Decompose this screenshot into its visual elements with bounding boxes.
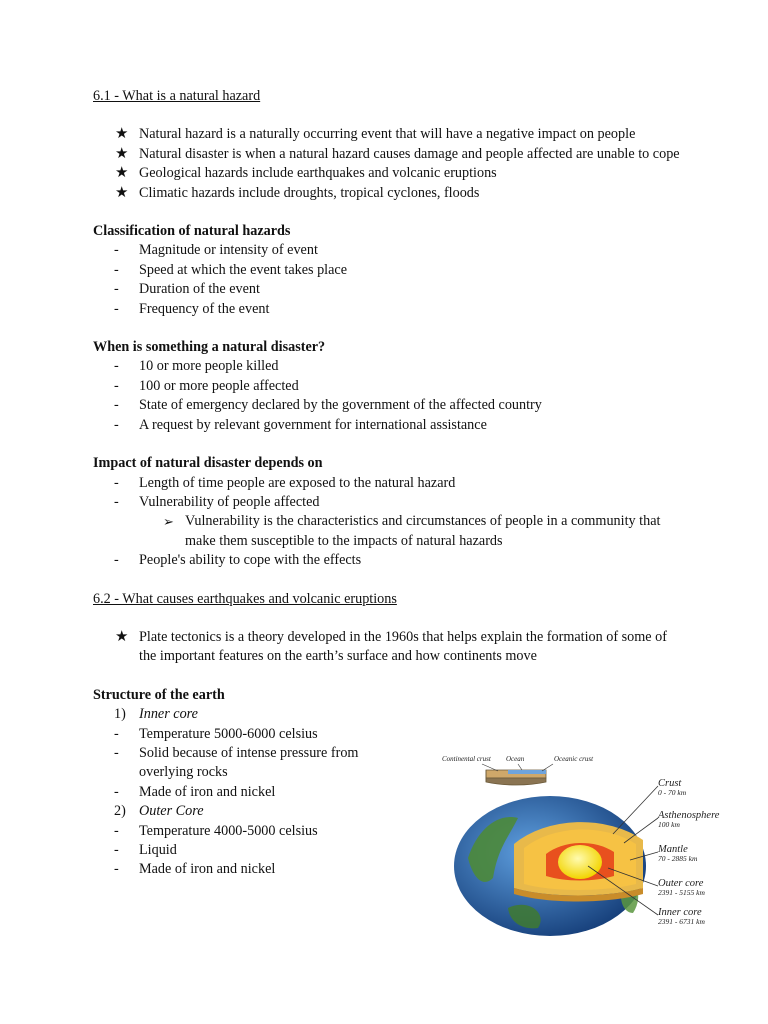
list-item: ★ Climatic hazards include droughts, tropical cyclones, floods xyxy=(93,184,683,203)
number-marker: 2) xyxy=(114,803,126,820)
list-item: - Made of iron and nickel xyxy=(93,783,393,802)
mantle-depth-label: 70 - 2885 km xyxy=(658,854,698,863)
list-item: ★ Plate tectonics is a theory developed in the 1960s that helps explain the formation of some of the important features on the earth’s surface and how continents move xyxy=(115,628,667,665)
list-item: - A request by relevant government for international assistance xyxy=(93,416,683,435)
list-item: - Temperature 4000-5000 celsius xyxy=(93,822,393,841)
star-icon: ★ xyxy=(115,126,129,143)
cutaway-inner-core xyxy=(558,845,602,879)
earth-structure-diagram xyxy=(438,748,768,938)
list-item: - People's ability to cope with the effects xyxy=(93,551,683,570)
list-item: - Speed at which the event takes place xyxy=(93,261,683,280)
crust-inset xyxy=(482,764,553,785)
ocean-label: Ocean xyxy=(506,755,525,763)
list-item: - 10 or more people killed xyxy=(93,357,683,376)
list-item: - Solid because of intense pressure from overlying rocks xyxy=(114,744,359,781)
disaster-heading: When is something a natural disaster? xyxy=(93,339,326,356)
hazard-definitions-list xyxy=(93,125,683,203)
list-item: - Magnitude or intensity of event xyxy=(93,241,683,260)
outer-core-label: Outer core xyxy=(658,878,704,889)
classification-list xyxy=(93,241,683,319)
section-title-6-1: 6.1 - What is a natural hazard xyxy=(93,88,261,104)
structure-heading: Structure of the earth xyxy=(93,686,225,703)
dash-marker: - xyxy=(114,358,119,375)
list-item: ➢ Vulnerability is the characteristics and circumstances of people in a community that make them susceptible to the impacts of natural hazards xyxy=(163,513,661,549)
asthenosphere-label: Asthenosphere xyxy=(658,810,720,821)
outer-core-title: Outer Core xyxy=(139,803,204,820)
inner-core-depth-label: 2391 - 6731 km xyxy=(658,917,705,926)
dash-marker: - xyxy=(114,552,119,569)
globe xyxy=(454,796,646,936)
dash-marker: - xyxy=(114,416,119,433)
list-item: - Liquid xyxy=(93,841,393,860)
dash-marker: - xyxy=(114,377,119,394)
dash-marker: - xyxy=(114,744,119,761)
dash-marker: - xyxy=(114,281,119,298)
list-item: - Frequency of the event xyxy=(93,300,683,319)
list-item: ★ Natural disaster is when a natural hazard causes damage and people affected are unable to cope xyxy=(93,145,683,164)
list-item: - Made of iron and nickel xyxy=(93,860,393,879)
continental-crust-label: Continental crust xyxy=(442,755,491,763)
list-item: - Vulnerability of people affected xyxy=(93,493,683,512)
inner-core-title: Inner core xyxy=(139,706,198,723)
dash-marker: - xyxy=(114,261,119,278)
dash-marker: - xyxy=(114,397,119,414)
dash-marker: - xyxy=(114,822,119,839)
disaster-criteria-list xyxy=(93,357,683,435)
classification-heading: Classification of natural hazards xyxy=(93,223,291,240)
star-icon: ★ xyxy=(115,145,129,162)
number-marker: 1) xyxy=(114,706,126,723)
impact-list-continued xyxy=(93,551,683,570)
star-icon: ★ xyxy=(115,628,129,645)
inner-core-label: Inner core xyxy=(658,907,702,918)
dash-marker: - xyxy=(114,493,119,510)
vulnerability-sublist xyxy=(93,512,683,551)
structure-list xyxy=(93,705,393,880)
impact-heading: Impact of natural disaster depends on xyxy=(93,455,323,472)
outer-core-depth-label: 2391 - 5155 km xyxy=(658,888,705,897)
crust-label: Crust xyxy=(658,778,682,789)
earth-cutaway-svg xyxy=(438,748,768,938)
oceanic-crust-label: Oceanic crust xyxy=(554,755,594,763)
list-item: - 100 or more people affected xyxy=(93,377,683,396)
section-title-6-2: 6.2 - What causes earthquakes and volcanic eruptions xyxy=(93,590,397,607)
list-item: ★ Natural hazard is a naturally occurring event that will have a negative impact on people xyxy=(93,125,683,144)
dash-marker: - xyxy=(114,474,119,491)
list-item: - Duration of the event xyxy=(93,280,683,299)
dash-marker: - xyxy=(114,861,119,878)
star-icon: ★ xyxy=(115,165,129,182)
mantle-label: Mantle xyxy=(658,844,688,855)
dash-marker: - xyxy=(114,842,119,858)
list-item xyxy=(93,802,393,821)
impact-list xyxy=(93,474,683,513)
crust-depth-label: 0 - 70 km xyxy=(658,788,687,797)
arrow-icon: ➢ xyxy=(163,514,174,530)
dash-marker: - xyxy=(114,242,119,259)
list-item: ★ Geological hazards include earthquakes and volcanic eruptions xyxy=(93,164,683,183)
list-item: - State of emergency declared by the government of the affected country xyxy=(93,396,683,415)
plate-tectonics-list xyxy=(93,628,683,667)
list-item: - Length of time people are exposed to the natural hazard xyxy=(93,474,683,493)
asthenosphere-depth-label: 100 km xyxy=(658,820,680,829)
star-icon: ★ xyxy=(115,184,129,201)
dash-marker: - xyxy=(114,300,119,317)
dash-marker: - xyxy=(114,725,119,742)
dash-marker: - xyxy=(114,783,119,800)
list-item xyxy=(93,705,393,724)
list-item: - Temperature 5000-6000 celsius xyxy=(93,725,393,744)
